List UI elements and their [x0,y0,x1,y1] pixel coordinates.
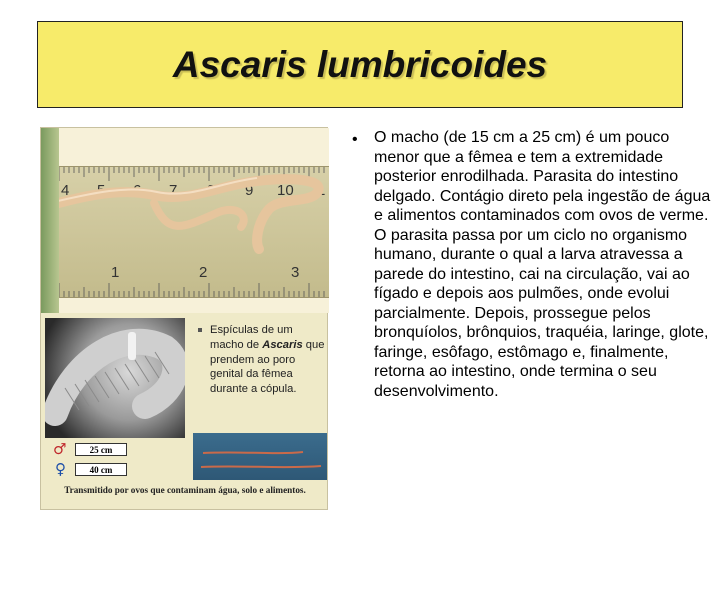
slide-title: Ascaris lumbricoides [172,43,548,85]
sem-ring [85,380,99,402]
ruler-number-top-2: 6 [133,182,142,199]
sem-ring [125,364,139,386]
worm-tail-coil [154,203,244,227]
worms-size-graphic [193,433,327,480]
ascaris-figure [40,127,328,601]
ruler [59,166,329,298]
ruler-number-top-6: 10 [277,182,294,199]
title-banner [37,21,683,108]
male-size-label: 25 cm [75,443,127,456]
sem-ring [95,376,109,398]
sem-ring [145,356,159,378]
female-worm-line [201,466,321,467]
spicule-caption [198,323,326,397]
caption-item [208,323,326,397]
male-symbol-icon: ♂ [53,440,67,458]
ruler-number-top-3: 7 [169,182,178,199]
ruler-number-top-7: 1 [317,182,326,199]
spicule [128,332,136,360]
sem-ring [115,368,129,390]
female-symbol-icon: ♀ [55,460,66,478]
caption-post: que prendem ao poro genital da fêmea durante a cópula. [210,338,325,396]
size-legend [45,440,185,480]
description-text [348,128,718,401]
description-paragraph: O macho (de 15 cm a 25 cm) é um pouco menor que a fêmea e tem a extremidade posterior enrodilhada. Parasita do intestino delgado. Contágio direto pela ingestão de água e alimentos contaminados com ovos de verme. O parasita passa por um ciclo no organismo humano, durante o qual a larva atravessa a parede do intestino, cai na circulação, vai ao fígado e depois aos pulmões, onde evolui parcialmente. Depois, prossegue pelos bronquíolos, brônquios, traquéia, laringe, glote, faringe, esôfago, estômago e, finalmente, retorna ao intestino, onde termina o seu desenvolvimento. [374,129,711,400]
ruler-number-top-1: 5 [97,182,106,199]
worm-tail-sem [55,342,175,413]
ruler-number-bottom-2: 3 [291,264,300,281]
sem-credit: Photo by Dr. A. McIver University of Leeds [146,586,182,601]
male-worm-line [203,452,303,453]
worm-on-ruler-photo [41,128,329,313]
ruler-number-bottom-0: 1 [111,264,120,281]
female-size-label: 40 cm [75,463,127,476]
bullet-marker: • [352,131,358,148]
sem-graphic [45,318,185,438]
sem-ring [135,360,149,382]
ruler-number-top-4: 8 [207,182,216,199]
caption-pre: Espículas de um macho de [210,324,293,351]
sem-ring [105,372,119,394]
caption-genus: Ascaris [262,338,303,351]
ruler-graphic [59,167,329,297]
photo-edge-strip [41,128,59,313]
ruler-number-bottom-1: 2 [199,264,208,281]
transmission-caption: Transmitido por ovos que contaminam água, solo e alimentos. [64,485,306,495]
ruler-number-top-5: 9 [245,182,254,199]
ruler-number-top-0: 4 [61,182,70,199]
worms-size-photo [193,433,327,480]
